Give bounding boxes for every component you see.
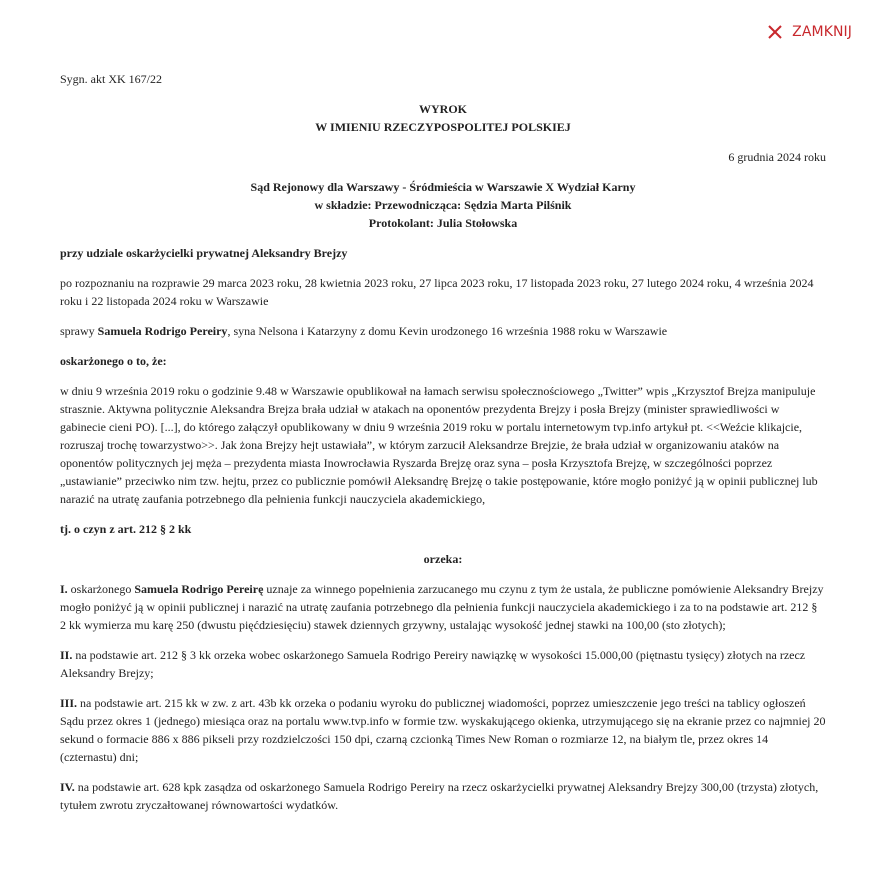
hearing-dates: po rozpoznaniu na rozprawie 29 marca 2023 roku, 28 kwietnia 2023 roku, 27 lipca 2023 roku, 17 listopada 2023 roku, 27 lutego 2024 roku, 4 września 2024 roku i 22 listopada 2024 roku w Warszawie xyxy=(60,276,814,308)
judgment-document xyxy=(60,70,826,826)
case-subject xyxy=(60,322,826,340)
ruling-text: na podstawie art. 212 § 3 kk orzeka wobec oskarżonego Samuela Rodrigo Pereiry nawiązkę w wysokości 15.000,00 (piętnastu tysięcy) złotych na rzecz Aleksandry Brejzy; xyxy=(60,648,806,680)
private-prosecutor: przy udziale oskarżycielki prywatnej Aleksandry Brejzy xyxy=(60,246,348,260)
ruling-numeral: IV. xyxy=(60,780,75,794)
case-suffix: , syna Nelsona i Katarzyny z domu Kevin urodzonego 16 września 1988 roku w Warszawie xyxy=(227,324,668,338)
defendant-name: Samuela Rodrigo Pereiry xyxy=(97,324,228,338)
ruling-text: na podstawie art. 215 kk w zw. z art. 43b kk orzeka o podaniu wyroku do publicznej wiadomości, poprzez umieszczenie jego treści na tablicy ogłoszeń Sądu przez okres 1 (jednego) miesiąca oraz na portalu www.tvp.info w formie tzw. wyskakującego okienka, utrzymującego się na ekranie przez co najmniej 20 sekund o formacie 886 x 886 pikseli przy rozdzielczości 150 dpi, czarną czcionką Times New Roman o rozmiarze 12, na białym tle, przez okres 14 (czternastu) dni; xyxy=(60,696,826,764)
ruling-text: uznaje za winnego popełnienia zarzucanego mu czynu z tym że ustala, że publiczne pomówienie Aleksandry Brejzy mogło poniżyć ją w opinii publicznej i narazić na utratę zaufania potrzebnego dla pełnienia funkcji nauczyciela akademickiego i za to na podstawie art. 212 § 2 kk wymierza mu karę 250 (dwustu pięćdziesięciu) stawek dziennych grzywny, ustalając wysokość jednej stawki na 100,00 (sto złotych); xyxy=(60,582,824,632)
ruling-text: na podstawie art. 628 kpk zasądza od oskarżonego Samuela Rodrigo Pereiry na rzecz oskarżycielki prywatnej Aleksandry Brejzy 300,00 (trzysta) złotych, tytułem zwrotu zryczałtowanej równowartości wydatków. xyxy=(60,780,819,812)
verdict-heading: orzeka: xyxy=(423,552,463,566)
judgment-title: WYROK xyxy=(419,102,467,116)
ruling-numeral: II. xyxy=(60,648,73,662)
court-name: Sąd Rejonowy dla Warszawy - Śródmieścia w Warszawie X Wydział Karny xyxy=(250,180,636,194)
ruling-numeral: III. xyxy=(60,696,78,710)
case-number: Sygn. akt XK 167/22 xyxy=(60,72,162,86)
ruling-text: oskarżonego xyxy=(67,582,135,596)
close-icon xyxy=(767,24,783,40)
accused-heading: oskarżonego o to, że: xyxy=(60,354,167,368)
ruling-numeral: I. xyxy=(60,582,68,596)
court-clerk: Protokolant: Julia Stołowska xyxy=(368,216,518,230)
ruling-defendant-name: Samuela Rodrigo Pereirę xyxy=(134,582,264,596)
judgment-date: 6 grudnia 2024 roku xyxy=(728,150,826,164)
ruling-1 xyxy=(60,580,826,634)
court-composition: w składzie: Przewodnicząca: Sędzia Marta Pilśnik xyxy=(314,198,572,212)
case-prefix: sprawy xyxy=(60,324,98,338)
judgment-header xyxy=(60,100,826,136)
close-button[interactable] xyxy=(767,24,852,40)
ruling-3 xyxy=(60,694,826,766)
ruling-2 xyxy=(60,646,826,682)
judgment-subtitle: W IMIENIU RZECZYPOSPOLITEJ POLSKIEJ xyxy=(315,120,571,134)
close-label: ZAMKNIJ xyxy=(792,24,852,40)
accusation-text: w dniu 9 września 2019 roku o godzinie 9.48 w Warszawie opublikował na łamach serwisu społecznościowego „Twitter” wpis „Krzysztof Brejza manipuluje strasznie. Aktywna politycznie Aleksandra Brejza brała udział w atakach na oponentów prezydenta Brejzy i posła Brejzy (minister sprawiedliwości w gabinecie cieni PO). [...], do którego załączył opublikowany w dniu 9 września 2019 roku w portalu internetowym tvp.info artykuł pt. <<Weźcie klikajcie, rozruszaj trochę towarzystwo>>. Jak żona Brejzy hejt ustawiała”, w którym zarzucił Aleksandrze Brejzie, że brała udział w organizowaniu ataków na oponentów politycznych jej męża – prezydenta miasta Inowrocławia Ryszarda Brejzę oraz syna – posła Krzysztofa Brejzę, w szczególności poprzez „ustawianie” przeciwko nim tzw. hejtu, przez co publicznie pomówił Aleksandrę Brejzę o takie postępowanie, które mogło poniżyć ją w opinii publicznej lub narazić na utratę zaufania potrzebnego dla pełnienia funkcji nauczyciela akademickiego, xyxy=(60,384,818,506)
charge: tj. o czyn z art. 212 § 2 kk xyxy=(60,522,192,536)
ruling-4 xyxy=(60,778,826,814)
court-info xyxy=(60,178,826,232)
